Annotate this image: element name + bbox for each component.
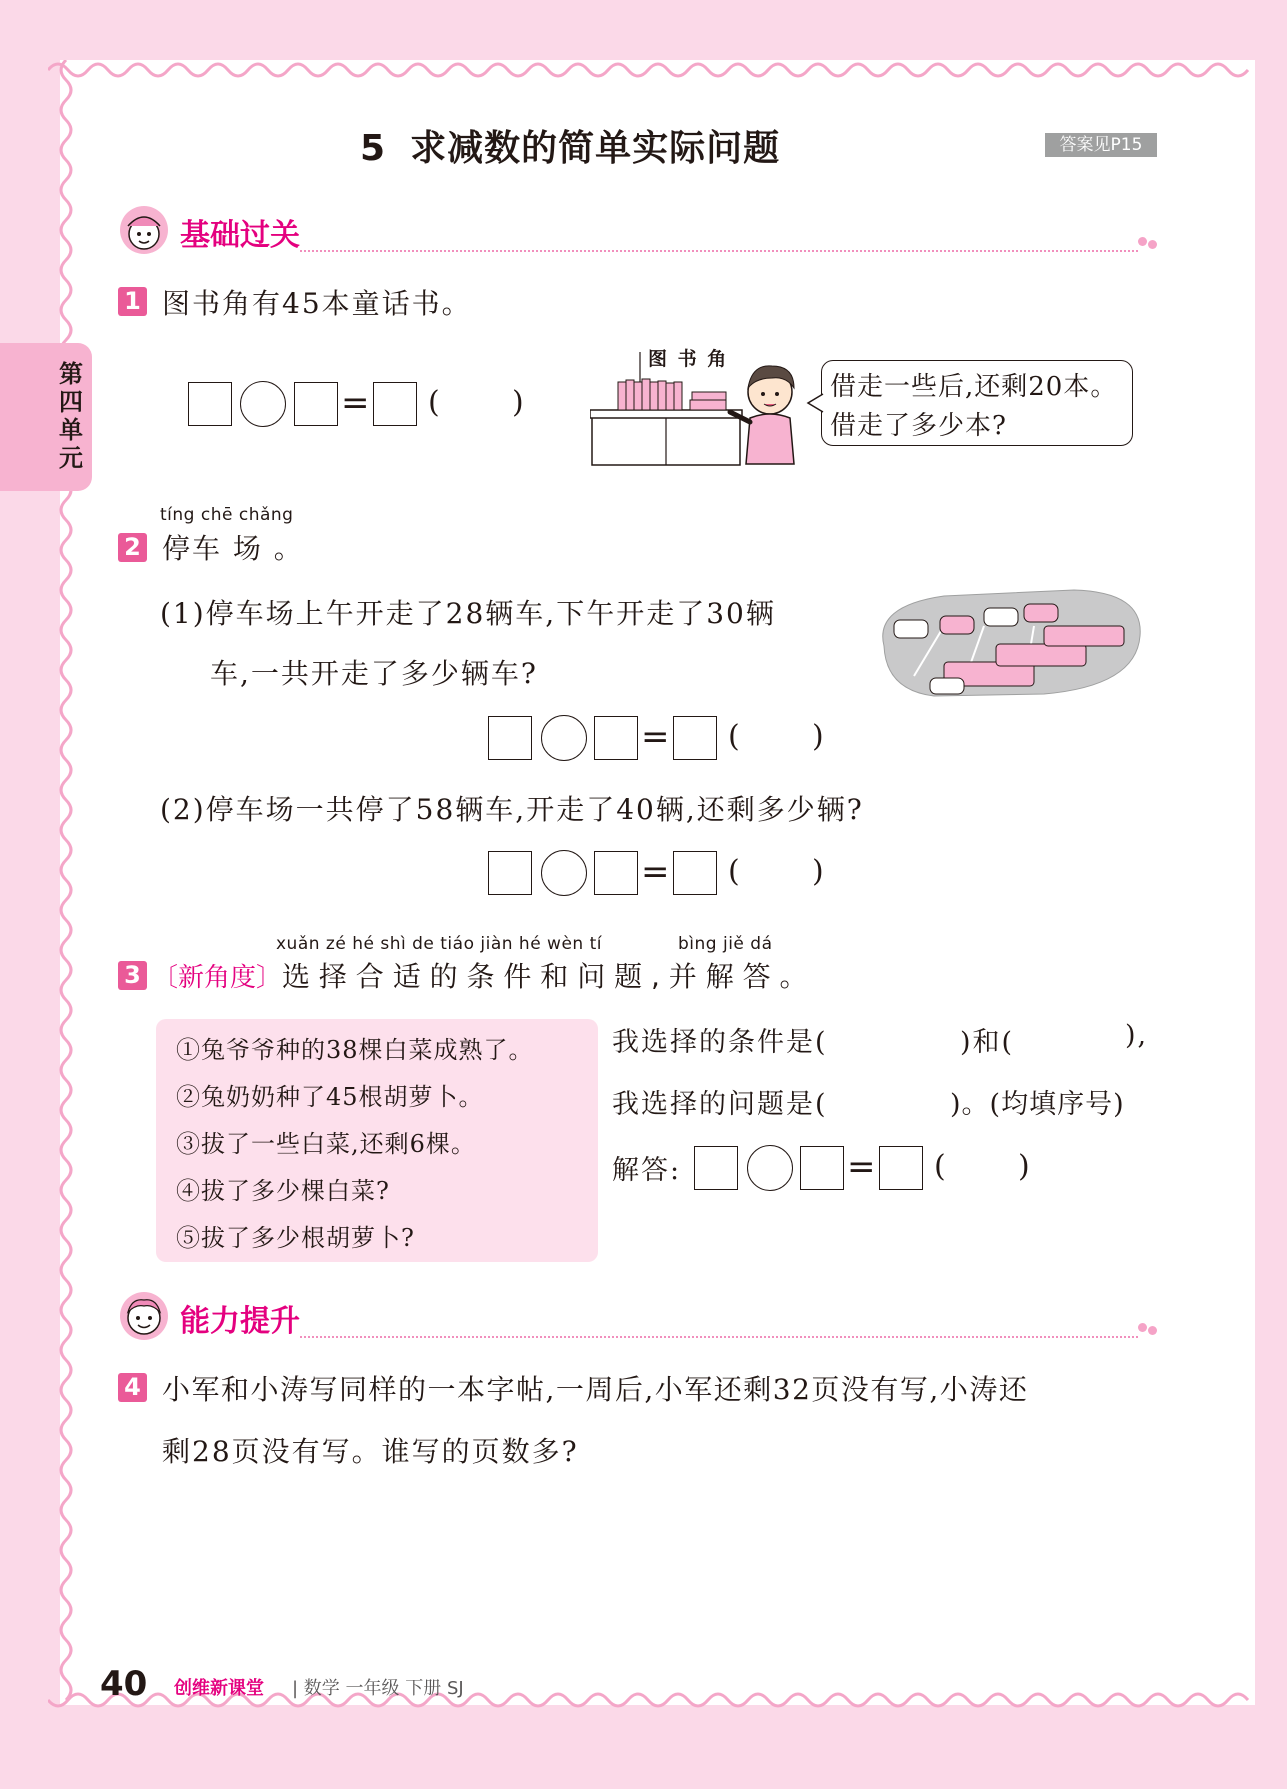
question-3-pinyin-b: bìng jiě dá <box>678 934 773 954</box>
section-divider <box>300 1336 1138 1338</box>
unit-answer-field[interactable] <box>748 717 808 757</box>
speech-bubble-tail <box>806 392 824 414</box>
answer-reference-badge: 答案见P15 <box>1045 133 1157 157</box>
speech-line-2: 借走了多少本? <box>830 411 1007 441</box>
answer-box[interactable] <box>294 382 338 426</box>
answer-box[interactable] <box>673 716 717 760</box>
divider-dot <box>1138 237 1147 246</box>
choice-condition-label: 我选择的条件是( <box>612 1027 828 1058</box>
unit-paren-open: ( <box>728 719 740 754</box>
book-info: | 数学 一年级 下册 SJ <box>292 1678 464 1699</box>
answer-box[interactable] <box>694 1146 738 1190</box>
answer-box[interactable] <box>879 1146 923 1190</box>
condition-item: ③拔了一些白菜,还剩6棵。 <box>176 1130 476 1158</box>
answer-box[interactable] <box>188 382 232 426</box>
section-divider <box>300 250 1138 252</box>
title-number: 5 <box>360 128 387 169</box>
bookshelf-illustration <box>590 352 805 467</box>
unit-answer-field[interactable] <box>748 852 808 892</box>
page-number: 40 <box>100 1664 148 1704</box>
question-1-text: 图书角有45本童话书。 <box>162 287 472 320</box>
new-angle-tag: 〔新角度〕 <box>152 963 283 993</box>
cartoon-avatar-icon <box>116 204 172 256</box>
unit-paren-close: ) <box>812 719 824 754</box>
unit-paren-open: ( <box>934 1149 946 1184</box>
page-title <box>360 120 780 171</box>
section-title-basic: 基础过关 <box>180 218 300 253</box>
answer-box[interactable] <box>594 716 638 760</box>
question-number-4: 4 <box>118 1373 147 1402</box>
unit-paren-close: ) <box>1018 1149 1030 1184</box>
unit-side-tab-label: 第四单元 <box>59 360 83 472</box>
choice-question-label: 我选择的问题是( <box>612 1089 828 1120</box>
question-2-part-2: (2)停车场一共停了58辆车,开走了40辆,还剩多少辆? <box>160 793 864 826</box>
divider-dot <box>1138 1323 1147 1332</box>
unit-paren-open: ( <box>728 854 740 889</box>
operator-circle[interactable] <box>541 715 587 761</box>
section-title-advanced: 能力提升 <box>180 1304 300 1339</box>
speech-line-1: 借走一些后,还剩20本。 <box>830 372 1118 402</box>
condition-choice-field-2[interactable] <box>1020 1024 1120 1060</box>
unit-paren-close: ) <box>812 854 824 889</box>
series-name: 创维新课堂 <box>174 1678 264 1699</box>
question-number-3: 3 <box>118 961 147 990</box>
answer-box[interactable] <box>488 716 532 760</box>
question-number-1: 1 <box>118 287 147 316</box>
question-number-2: 2 <box>118 533 147 562</box>
unit-paren-open: ( <box>428 385 440 420</box>
title-text: 求减数的简单实际问题 <box>410 128 781 169</box>
question-3-text: 选 择 合 适 的 条 件 和 问 题 , 并 解 答 。 <box>282 960 808 993</box>
answer-box[interactable] <box>594 851 638 895</box>
left-wave-border <box>52 60 80 1710</box>
answer-box[interactable] <box>800 1146 844 1190</box>
question-choice-field[interactable] <box>860 1086 950 1122</box>
answer-label: 解答: <box>612 1155 682 1186</box>
choice-condition-close: ), <box>1125 1020 1149 1051</box>
top-wave-border <box>48 40 1268 80</box>
condition-item: ①兔爷爷种的38棵白菜成熟了。 <box>176 1036 534 1064</box>
operator-circle[interactable] <box>747 1145 793 1191</box>
choice-question-close: )。(均填序号) <box>950 1089 1125 1120</box>
condition-item: ②兔奶奶种了45根胡萝卜。 <box>176 1083 484 1111</box>
answer-box[interactable] <box>373 382 417 426</box>
operator-circle[interactable] <box>240 381 286 427</box>
question-3-pinyin-a: xuǎn zé hé shì de tiáo jiàn hé wèn tí <box>276 934 602 954</box>
equals-sign: = <box>341 383 370 423</box>
choice-condition-and: )和( <box>960 1027 1015 1058</box>
answer-box[interactable] <box>673 851 717 895</box>
equals-sign: = <box>847 1147 876 1187</box>
condition-choice-field-1[interactable] <box>860 1024 950 1060</box>
cartoon-avatar-icon <box>116 1290 172 1342</box>
answer-box[interactable] <box>488 851 532 895</box>
operator-circle[interactable] <box>541 850 587 896</box>
equals-sign: = <box>641 717 670 757</box>
condition-item: ⑤拔了多少根胡萝卜? <box>176 1224 415 1252</box>
condition-item: ④拔了多少棵白菜? <box>176 1177 390 1205</box>
divider-dot <box>1148 240 1157 249</box>
parking-lot-illustration <box>874 586 1144 698</box>
book-corner-sign: 图 书 角 <box>648 348 729 370</box>
question-2-part-1-line-1: (1)停车场上午开走了28辆车,下午开走了30辆 <box>160 597 776 630</box>
unit-answer-field[interactable] <box>954 1147 1014 1187</box>
question-2-part-1-line-2: 车,一共开走了多少辆车? <box>210 657 538 690</box>
equals-sign: = <box>641 852 670 892</box>
unit-answer-field[interactable] <box>448 383 508 423</box>
question-2-pinyin: tíng chē chǎng <box>160 505 294 525</box>
question-4-line-2: 剩28页没有写。谁写的页数多? <box>162 1435 579 1468</box>
question-2-text: 停车 场 。 <box>162 532 304 565</box>
unit-paren-close: ) <box>512 385 524 420</box>
divider-dot <box>1148 1326 1157 1335</box>
question-4-line-1: 小军和小涛写同样的一本字帖,一周后,小军还剩32页没有写,小涛还 <box>162 1373 1029 1406</box>
